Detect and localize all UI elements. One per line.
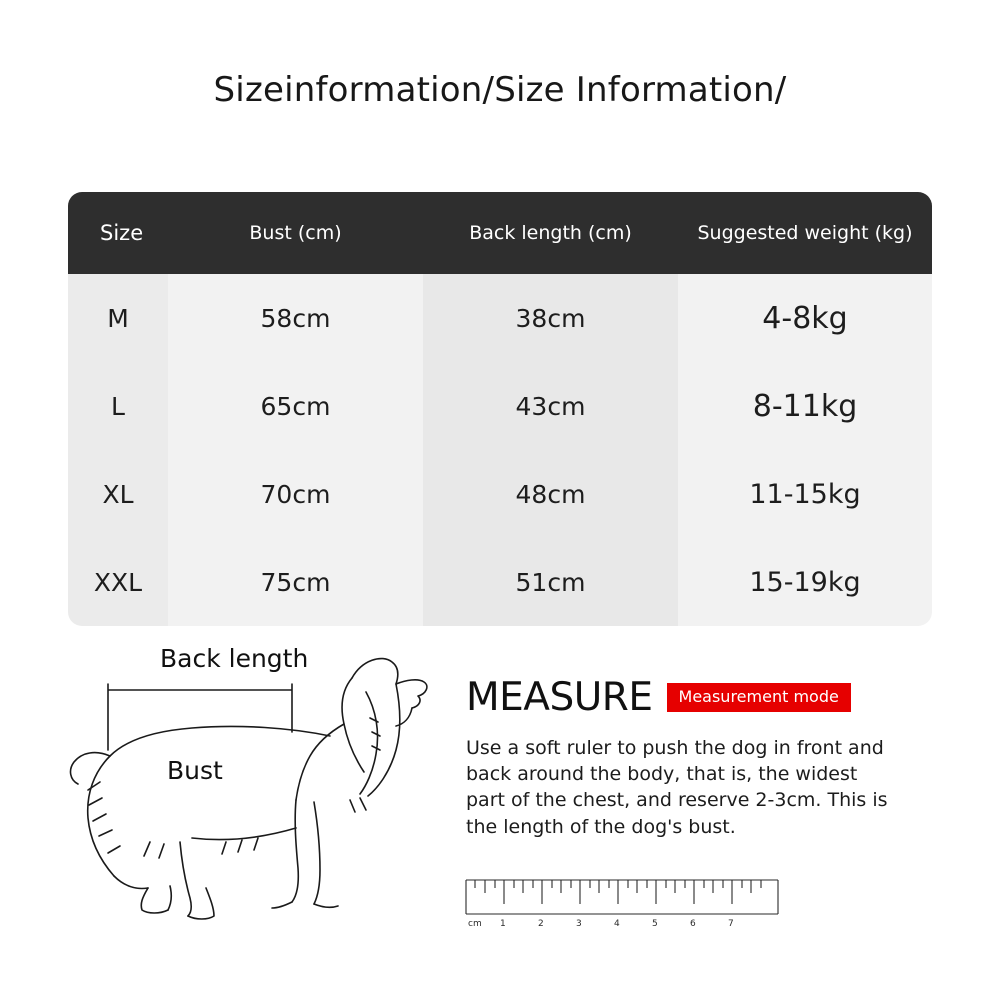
table-row	[68, 538, 932, 626]
size-table-container	[68, 192, 932, 626]
cell-size: L	[68, 362, 168, 450]
ruler-tick-2: 2	[538, 919, 544, 929]
cell-back-length: 51cm	[423, 538, 678, 626]
size-table	[68, 192, 932, 626]
page-title: Sizeinformation/Size Information/	[213, 70, 787, 110]
ruler-tick-4: 4	[614, 919, 620, 929]
dog-line-drawing	[30, 632, 450, 932]
column-header-size: Size	[68, 192, 168, 274]
back-length-label: Back length	[160, 644, 309, 673]
measurement-mode-badge: Measurement mode	[667, 683, 851, 712]
cell-weight: 4-8kg	[678, 274, 932, 362]
ruler-tick-7: 7	[728, 919, 734, 929]
cell-bust: 75cm	[168, 538, 423, 626]
cell-weight: 8-11kg	[678, 362, 932, 450]
cell-weight: 15-19kg	[678, 538, 932, 626]
ruler-tick-3: 3	[576, 919, 582, 929]
bust-label: Bust	[167, 756, 223, 785]
measure-description: Use a soft ruler to push the dog in front and back around the body, that is, the widest part of the chest, and reserve 2-3cm. This is the length of the dog's bust.	[466, 737, 888, 838]
table-row	[68, 450, 932, 538]
measure-heading-row	[466, 675, 966, 720]
cell-back-length: 38cm	[423, 274, 678, 362]
column-header-bust: Bust (cm)	[168, 192, 423, 274]
ruler-graphic	[462, 874, 782, 938]
cell-back-length: 48cm	[423, 450, 678, 538]
measure-heading: MEASURE	[466, 675, 653, 720]
ruler-tick-1: 1	[500, 919, 506, 929]
table-header-row	[68, 192, 932, 274]
ruler-tick-5: 5	[652, 919, 658, 929]
measure-info	[466, 675, 966, 840]
ruler-tick-6: 6	[690, 919, 696, 929]
ruler-unit-label: cm	[468, 919, 482, 929]
cell-bust: 70cm	[168, 450, 423, 538]
cell-bust: 65cm	[168, 362, 423, 450]
table-row	[68, 362, 932, 450]
column-header-suggested-weight: Suggested weight (kg)	[678, 192, 932, 274]
cell-bust: 58cm	[168, 274, 423, 362]
cell-size: M	[68, 274, 168, 362]
column-header-back-length: Back length (cm)	[423, 192, 678, 274]
dog-diagram	[30, 632, 450, 932]
cell-size: XL	[68, 450, 168, 538]
cell-weight: 11-15kg	[678, 450, 932, 538]
cell-back-length: 43cm	[423, 362, 678, 450]
table-row	[68, 274, 932, 362]
cell-size: XXL	[68, 538, 168, 626]
measurement-section	[0, 622, 1000, 992]
